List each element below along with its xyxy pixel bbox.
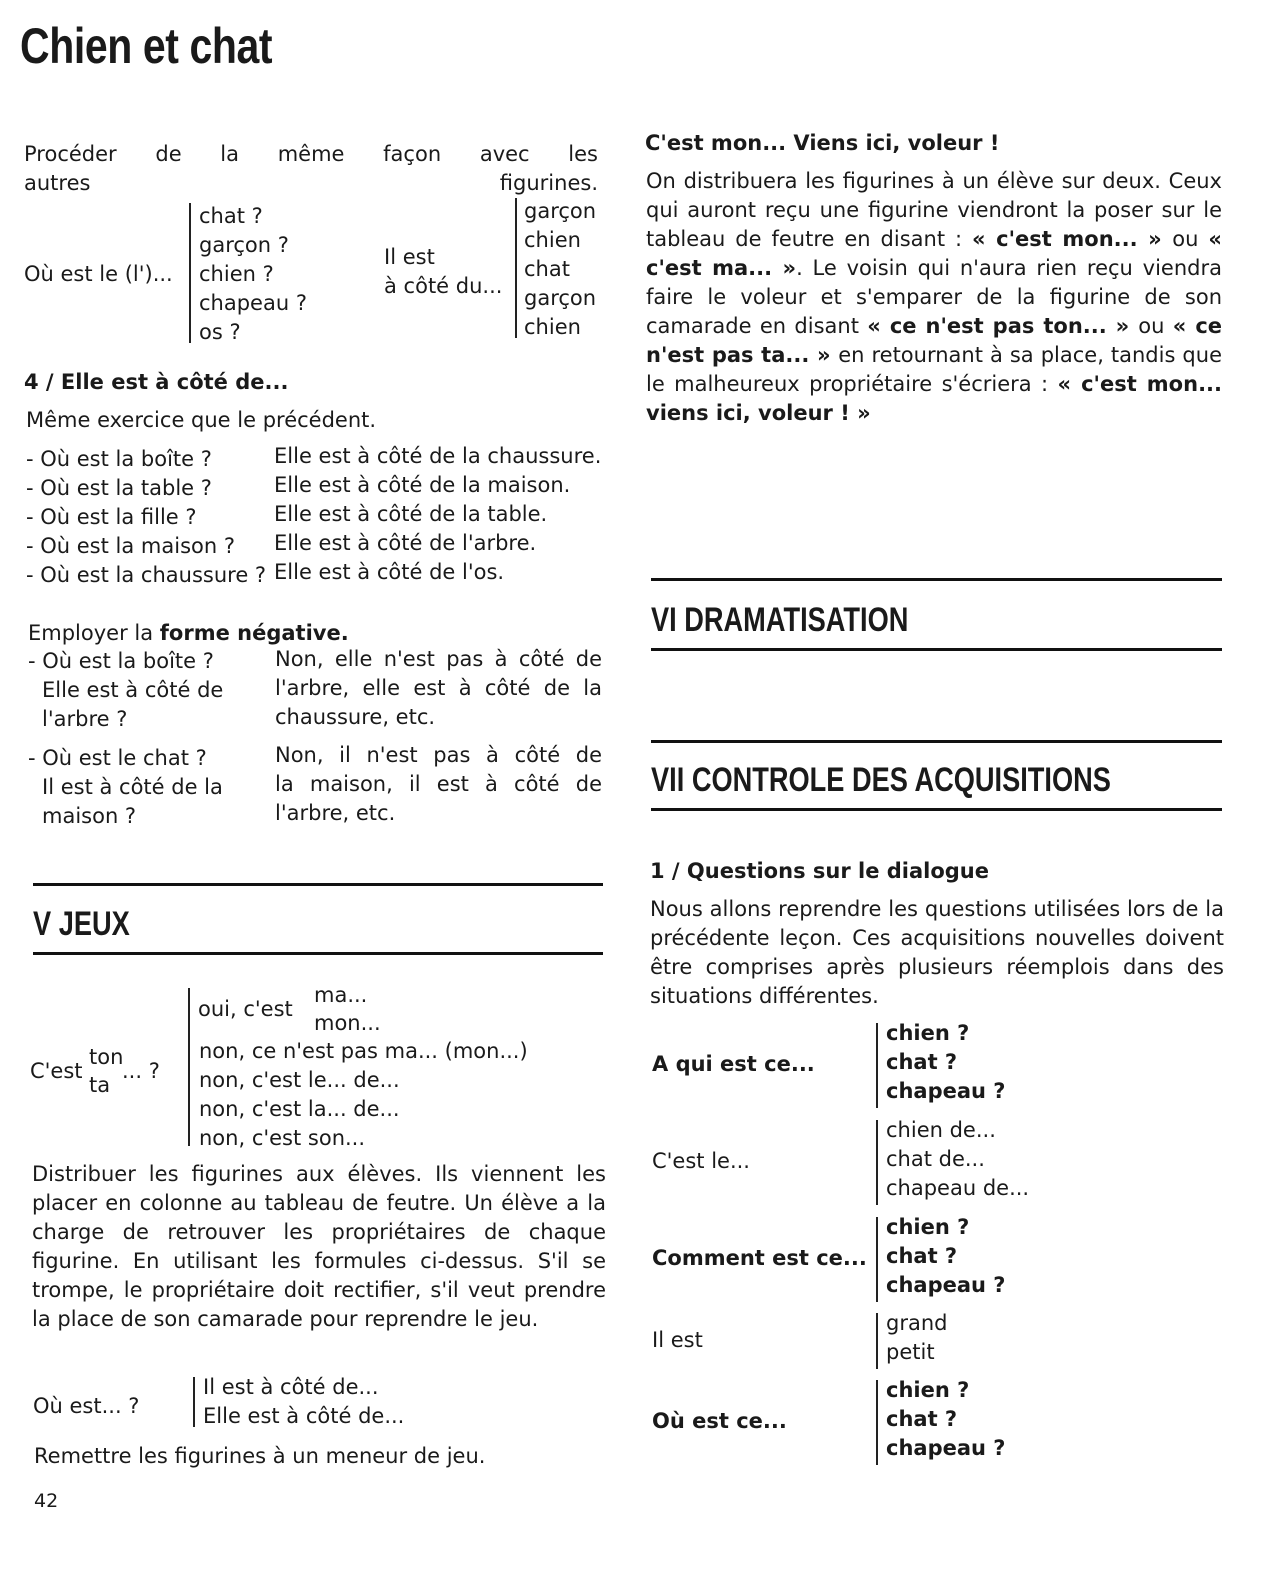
question-label: Il est — [652, 1328, 703, 1352]
table1-place: chat — [524, 257, 570, 281]
question-item: petit — [886, 1340, 935, 1364]
ou-est-label: Où est... ? — [33, 1394, 140, 1418]
exercise4-answer: Elle est à côté de la chaussure. — [274, 444, 602, 468]
question-bar — [876, 1023, 878, 1108]
table1-object: chat ? — [199, 204, 263, 228]
game-cest: C'est — [30, 1059, 83, 1083]
intro-line1 — [24, 140, 598, 198]
exercise4-question: - Où est la boîte ? — [26, 447, 212, 471]
question-bar — [876, 1380, 878, 1465]
quoted-phrase: « c'est mon... viens ici, voleur ! » — [646, 372, 1222, 425]
exercise4-question: - Où est la table ? — [26, 476, 212, 500]
question-bar — [876, 1217, 878, 1302]
exercise4-intro: Même exercice que le précédent. — [26, 408, 377, 432]
table1-answer-1: Il est — [384, 245, 435, 269]
intro-text — [24, 140, 598, 198]
game-line: non, ce n'est pas ma... (mon...) — [199, 1039, 528, 1063]
questions-intro: Nous allons reprendre les questions utilisées lors de la précédente leçon. Ces acquisitions nouvelles doivent être comprises après plusieurs réemplois dans des situations différentes. — [650, 897, 1224, 1008]
ou-est-answer: Il est à côté de... — [203, 1375, 379, 1399]
game-ma: ma... — [314, 983, 368, 1007]
ou-est-bar — [193, 1377, 195, 1427]
game-dots: ... ? — [122, 1059, 160, 1083]
remettre-text: Remettre les figurines à un meneur de jeu. — [34, 1444, 486, 1468]
game-line: non, c'est la... de... — [199, 1097, 400, 1121]
exercise4-question: - Où est la chaussure ? — [26, 563, 267, 587]
table1-bar — [189, 203, 191, 343]
question-item: chapeau de... — [886, 1176, 1030, 1200]
question-label: A qui est ce... — [652, 1052, 815, 1076]
game-line: non, c'est le... de... — [199, 1068, 400, 1092]
quoted-phrase: « ce n'est pas ta... » — [646, 314, 1223, 367]
negative-a1: Non, elle n'est pas à côté de l'arbre, elle est à côté de la chaussure, etc. — [275, 647, 602, 729]
game-mon: mon... — [314, 1011, 381, 1035]
question-item: chapeau ? — [886, 1079, 1006, 1103]
quoted-phrase: « ce n'est pas ton... » — [867, 314, 1139, 338]
quoted-phrase: « c'est mon... » — [972, 227, 1173, 251]
exercise4-answer: Elle est à côté de la table. — [274, 502, 548, 526]
exercise4-answer: Elle est à côté de l'arbre. — [274, 531, 537, 555]
rule-vii-top — [651, 740, 1222, 743]
question-item: chien ? — [886, 1215, 970, 1239]
game-line: non, c'est son... — [199, 1126, 366, 1150]
paragraph-text: ou — [1138, 314, 1173, 338]
table1-places — [524, 197, 596, 342]
paragraph-text: . Le voisin qui n'aura rien reçu viendra faire le voleur et s'emparer de la figurine de son camarade en disant — [646, 256, 1222, 338]
rule-vi-top — [651, 578, 1222, 581]
question-item: chien ? — [886, 1021, 970, 1045]
negative-q1: - Où est la boîte ? Elle est à côté de l'arbre ? — [28, 649, 224, 731]
voleur-paragraph — [646, 167, 1222, 428]
question-label: Comment est ce... — [652, 1246, 867, 1270]
exercise4-heading: 4 / Elle est à côté de... — [24, 370, 289, 394]
game-bar — [188, 988, 190, 1146]
exercise4-answer: Elle est à côté de l'os. — [274, 560, 505, 584]
negative-q2: - Où est le chat ? Il est à côté de la maison ? — [28, 746, 223, 828]
rule-vi-bottom — [651, 648, 1222, 651]
table1-object: chien ? — [199, 262, 274, 286]
distribute-paragraph: Distribuer les figurines aux élèves. Ils viennent les placer en colonne au tableau de feutre. Un élève a la charge de retrouver les propriétaires de chaque figurine. En utilisant les formules ci-dessus. S'il se trompe, le propriétaire doit rectifier, s'il veut prendre la place de son camarade pour reprendre le jeu. — [32, 1162, 606, 1331]
negative-a2: Non, il n'est pas à côté de la maison, il est à côté de l'arbre, etc. — [275, 743, 602, 825]
exercise4-answers — [274, 442, 601, 587]
page-number: 42 — [34, 1490, 59, 1512]
question-items — [886, 1309, 947, 1367]
game-oui: oui, c'est — [198, 997, 293, 1021]
table1-answer-2: à côté du... — [384, 274, 503, 298]
ou-est-answers — [203, 1373, 404, 1431]
exercise4-question: - Où est la maison ? — [26, 534, 235, 558]
question-bar — [876, 1120, 878, 1205]
ou-est-answer: Elle est à côté de... — [203, 1404, 405, 1428]
table1-place: garçon — [524, 286, 597, 310]
questions-heading: 1 / Questions sur le dialogue — [650, 859, 989, 883]
exercise4-questions — [26, 445, 266, 590]
game-ta: ta — [89, 1073, 111, 1097]
question-label: C'est le... — [652, 1149, 750, 1173]
table1-place: chien — [524, 228, 581, 252]
question-item: chien de... — [886, 1118, 996, 1142]
question-item: grand — [886, 1311, 948, 1335]
question-items — [886, 1019, 1005, 1106]
negative-instruction: Employer la forme négative. — [28, 621, 349, 645]
exercise4-question: - Où est la fille ? — [26, 505, 197, 529]
section-v-heading: V JEUX — [33, 905, 130, 943]
game-lines — [199, 1037, 528, 1153]
section-vii-heading: VII CONTROLE DES ACQUISITIONS — [651, 761, 1111, 799]
table1-object: garçon ? — [199, 233, 289, 257]
intro-line: Procéder de la même façon avec les — [24, 142, 598, 166]
game-ton: ton — [89, 1045, 124, 1069]
intro-line: autres figurines. — [24, 171, 598, 195]
table1-place: garçon — [524, 199, 597, 223]
table1-question: Où est le (l')... — [24, 262, 173, 286]
paragraph-text: ou — [1172, 227, 1209, 251]
table1-bar-2 — [515, 198, 517, 338]
page-title: Chien et chat — [20, 18, 273, 74]
question-item: chat ? — [886, 1407, 958, 1431]
rule-vii-bottom — [651, 808, 1222, 811]
rule-v-top — [33, 883, 603, 886]
section-vi-heading: VI DRAMATISATION — [651, 601, 909, 639]
question-item: chien ? — [886, 1378, 970, 1402]
question-bar — [876, 1313, 878, 1369]
question-items — [886, 1116, 1029, 1203]
question-items — [886, 1376, 1005, 1463]
question-item: chat ? — [886, 1050, 958, 1074]
question-item: chat ? — [886, 1244, 958, 1268]
question-item: chat de... — [886, 1147, 985, 1171]
table1-object: chapeau ? — [199, 291, 307, 315]
table1-objects — [199, 202, 307, 347]
table1-place: chien — [524, 315, 581, 339]
question-label: Où est ce... — [652, 1409, 787, 1433]
quoted-phrase: « c'est ma... » — [646, 227, 1222, 280]
question-item: chapeau ? — [886, 1436, 1006, 1460]
paragraph-text: On distribuera les figurines à un élève sur deux. Ceux qui auront reçu une figurine viendront la poser sur le tableau de feutre en disant : — [646, 169, 1222, 251]
question-items — [886, 1213, 1005, 1300]
table1-object: os ? — [199, 320, 241, 344]
paragraph-text: en retournant à sa place, tandis que le malheureux propriétaire s'écriera : — [646, 343, 1222, 396]
voleur-heading: C'est mon... Viens ici, voleur ! — [645, 131, 1000, 155]
question-item: chapeau ? — [886, 1273, 1006, 1297]
exercise4-answer: Elle est à côté de la maison. — [274, 473, 571, 497]
rule-v-bottom — [33, 952, 603, 955]
